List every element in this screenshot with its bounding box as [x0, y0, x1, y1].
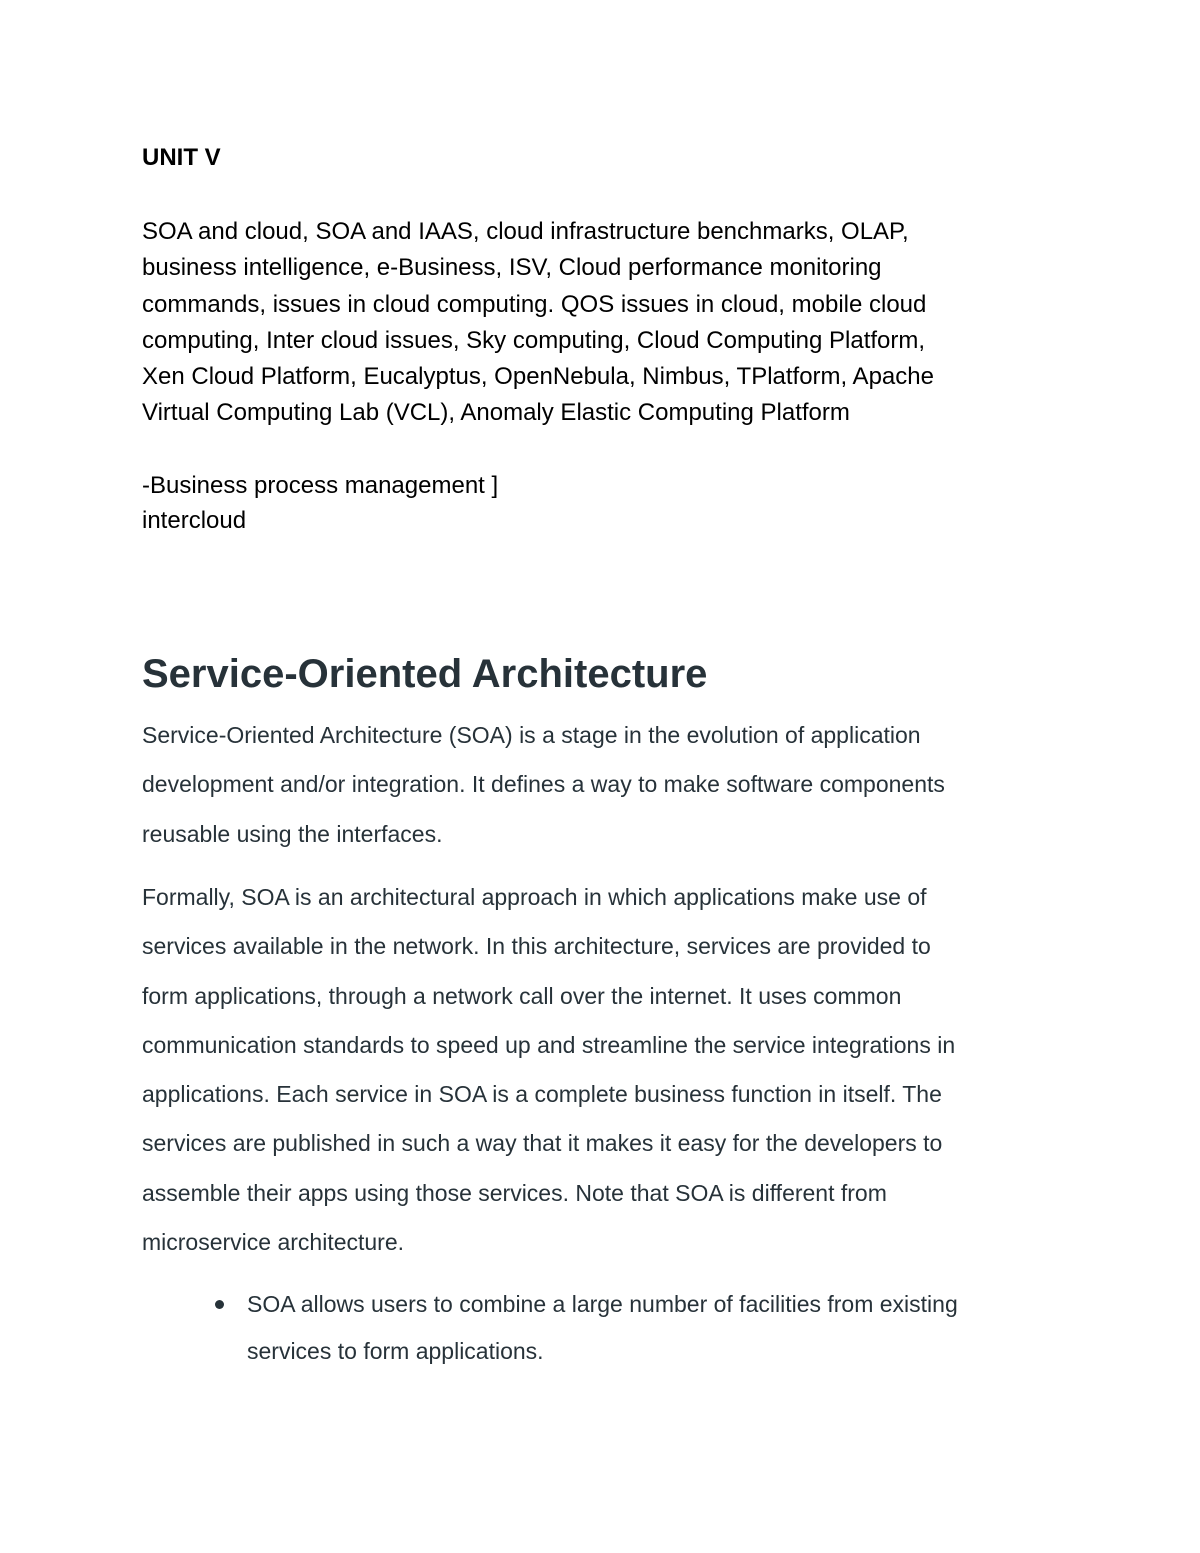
bullet-icon — [215, 1300, 224, 1309]
syllabus-line: SOA and cloud, SOA and IAAS, cloud infrastructure benchmarks, OLAP, — [142, 218, 909, 245]
syllabus-topics — [142, 214, 1072, 432]
paragraph-line: reusable using the interfaces. — [142, 820, 443, 847]
paragraph-soa-definition — [142, 711, 945, 859]
paragraph-line: services available in the network. In this architecture, services are provided to — [142, 933, 931, 960]
note-line: -Business process management ] — [142, 472, 499, 499]
paragraph-line: microservice architecture. — [142, 1229, 405, 1256]
paragraph-line: assemble their apps using those services. Note that SOA is different from — [142, 1179, 887, 1206]
paragraph-line: services are published in such a way that it makes it easy for the developers to — [142, 1130, 943, 1157]
bullet-list — [142, 1281, 958, 1375]
list-item — [142, 1281, 958, 1375]
notes — [142, 468, 498, 538]
paragraph-line: Service-Oriented Architecture (SOA) is a stage in the evolution of application — [142, 722, 921, 748]
paragraph-line: applications. Each service in SOA is a complete business function in itself. The — [142, 1081, 942, 1108]
section-heading: Service-Oriented Architecture — [142, 652, 708, 696]
syllabus-line: computing, Inter cloud issues, Sky computing, Cloud Computing Platform, — [142, 326, 926, 354]
syllabus-line: Virtual Computing Lab (VCL), Anomaly Elastic Computing Platform — [142, 399, 850, 427]
syllabus-line: Xen Cloud Platform, Eucalyptus, OpenNebula, Nimbus, TPlatform, Apache — [142, 363, 934, 391]
list-item-line: services to form applications. — [247, 1338, 544, 1364]
paragraph-soa-formal — [142, 873, 955, 1267]
paragraph-line: form applications, through a network call over the internet. It uses common — [142, 982, 902, 1009]
note-line: intercloud — [142, 507, 247, 534]
syllabus-line: business intelligence, e-Business, ISV, Cloud performance monitoring — [142, 254, 882, 282]
list-item-line: SOA allows users to combine a large number of facilities from existing — [247, 1291, 958, 1317]
paragraph-line: Formally, SOA is an architectural approach in which applications make use of — [142, 884, 927, 910]
syllabus-line: commands, issues in cloud computing. QOS issues in cloud, mobile cloud — [142, 290, 927, 318]
unit-title: UNIT V — [142, 144, 221, 171]
paragraph-line: communication standards to speed up and streamline the service integrations in — [142, 1031, 956, 1058]
paragraph-line: development and/or integration. It defines a way to make software components — [142, 771, 945, 798]
